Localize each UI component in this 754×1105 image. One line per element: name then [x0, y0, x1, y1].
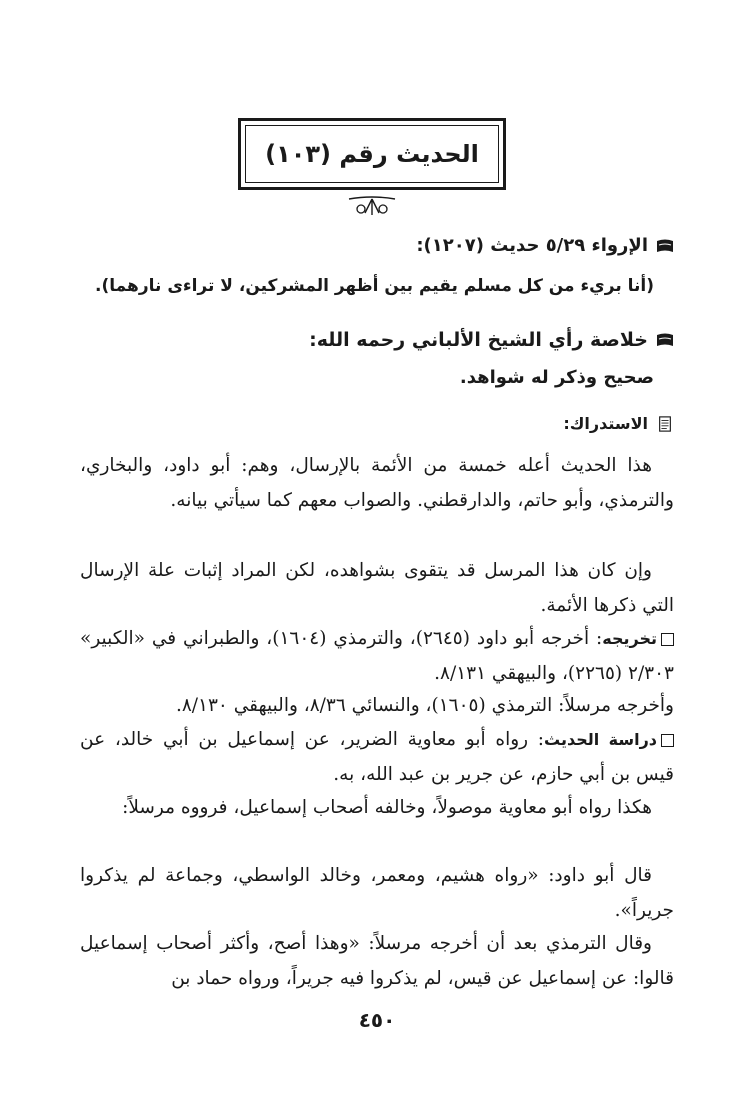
square-bullet-icon	[661, 734, 674, 747]
takhrij-label: تخريجه	[602, 629, 657, 648]
paragraph-text: هذا الحديث أعله خمسة من الأئمة بالإرسال، وهم: أبو داود، والبخاري، والترمذي، وأبو حاتم، والدارقطني. والصواب معهم كما سيأتي بيانه.	[80, 455, 674, 511]
summary-heading: خلاصة رأي الشيخ الألباني رحمه الله:	[309, 329, 648, 351]
book-icon	[656, 332, 674, 348]
paragraph-text: : أخرجه أبو داود (٢٦٤٥)، والترمذي (١٦٠٤)، والطبراني في «الكبير» ٢/٣٠٣ (٢٢٦٥)، والبيهقي ٨/١٣١.	[80, 628, 674, 684]
source-heading: الإرواء ٥/٢٩ حديث (١٢٠٧):	[416, 235, 648, 256]
square-bullet-icon	[661, 633, 674, 646]
istidrak-heading-row	[563, 410, 674, 438]
takhrij-paragraph	[80, 621, 674, 691]
summary-text: صحيح وذكر له شواهد.	[459, 367, 654, 388]
dirasa-paragraph	[80, 722, 674, 792]
source-heading-row	[416, 232, 674, 260]
paragraph-2	[80, 553, 674, 623]
ornament-icon	[347, 193, 397, 219]
paragraph-text: : رواه أبو معاوية الضرير، عن إسماعيل بن أبي خالد، عن قيس بن أبي حازم، عن جرير بن عبد الله، به.	[80, 729, 674, 785]
paragraph-1	[80, 448, 674, 518]
page-number: ٤٥٠	[358, 1008, 396, 1032]
paragraph-4	[80, 688, 674, 723]
summary-heading-row	[309, 326, 674, 354]
paragraph-text: قال أبو داود: «رواه هشيم، ومعمر، وخالد الواسطي، وجماعة لم يذكروا جريراً».	[80, 865, 674, 921]
book-icon	[656, 238, 674, 254]
hadith-title: الحديث رقم (١٠٣)	[265, 140, 479, 168]
paragraph-text: وأخرجه مرسلاً: الترمذي (١٦٠٥)، والنسائي ٨/٣٦، والبيهقي ٨/١٣٠.	[175, 695, 674, 716]
paragraph-text: وإن كان هذا المرسل قد يتقوى بشواهده، لكن المراد إثبات علة الإرسال التي ذكرها الأئمة.	[80, 560, 674, 616]
istidrak-heading: الاستدراك:	[563, 414, 648, 433]
document-icon	[656, 416, 674, 432]
hadith-text: (أنا بريء من كل مسلم يقيم بين أظهر المشركين، لا تراءى نارهما).	[95, 276, 654, 296]
paragraph-7	[80, 858, 674, 928]
paragraph-text: وقال الترمذي بعد أن أخرجه مرسلاً: «وهذا أصح، وأكثر أصحاب إسماعيل قالوا: عن إسماعيل عن قيس، لم يذكروا فيه جريراً، ورواه حماد بن	[80, 933, 674, 989]
paragraph-8	[80, 926, 674, 996]
dirasa-label: دراسة الحديث	[544, 730, 657, 749]
title-frame	[238, 118, 506, 190]
paragraph-text: هكذا رواه أبو معاوية موصولاً، وخالفه أصحاب إسماعيل، فرووه مرسلاً:	[122, 797, 652, 818]
paragraph-6	[80, 790, 674, 825]
